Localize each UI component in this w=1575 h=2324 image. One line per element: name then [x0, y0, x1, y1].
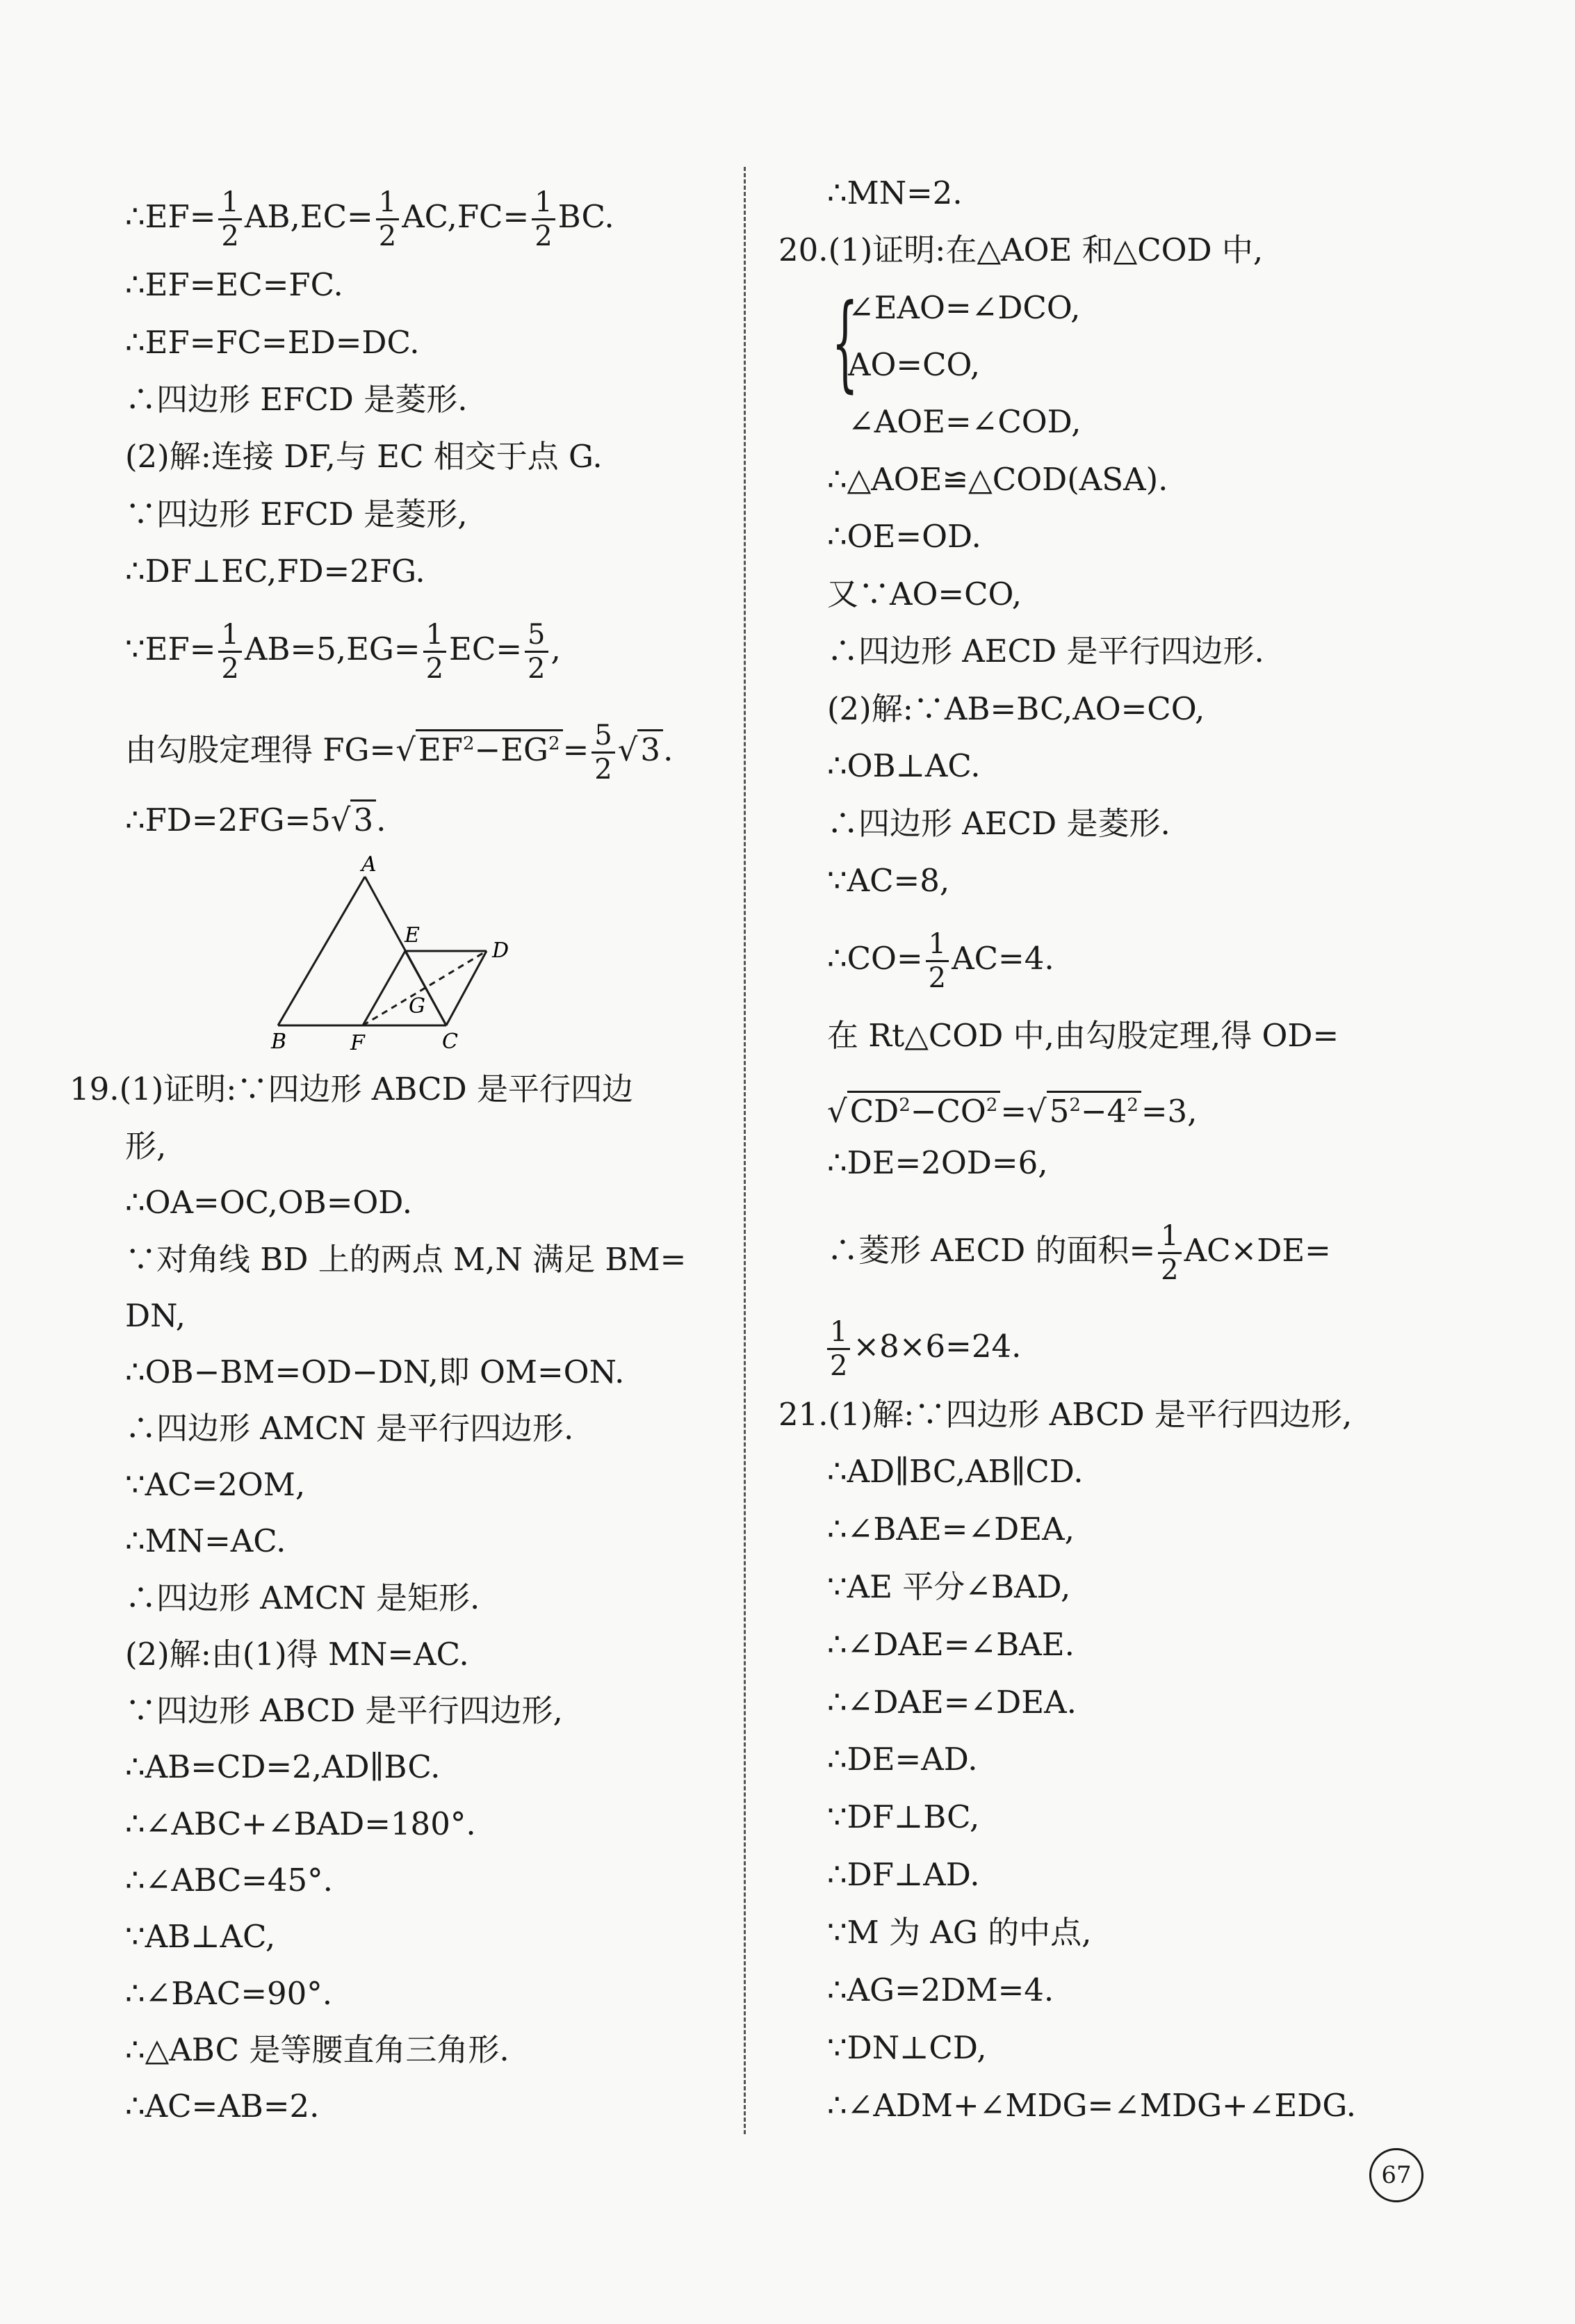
- label-F: F: [350, 1031, 365, 1053]
- line-q19l: ∵四边形 ABCD 是平行四边形,: [125, 1692, 563, 1729]
- line-r6: ∴△AOE≌△COD(ASA).: [827, 461, 1168, 498]
- line-l5: (2)解:连接 DF,与 EC 相交于点 G.: [125, 438, 603, 475]
- geometry-figure: [257, 852, 521, 1053]
- label-C: C: [442, 1030, 458, 1053]
- line-r12: ∴四边形 AECD 是菱形.: [827, 805, 1170, 842]
- line-q19b: 形,: [125, 1128, 167, 1164]
- line-q19q: ∴∠BAC=90°.: [125, 1975, 333, 2012]
- line-q19p: ∵AB⊥AC,: [125, 1918, 276, 1955]
- line-r5: ∠AOE=∠COD,: [848, 403, 1082, 440]
- line-q19j: ∴四边形 AMCN 是矩形.: [125, 1579, 480, 1616]
- label-A: A: [361, 852, 377, 877]
- line-r17: ∴DE=2OD=6,: [827, 1144, 1048, 1181]
- line-r19: $\frac{1}{2}$ ×8×6=24.: [827, 1316, 1021, 1382]
- line-q19r: ∴△ABC 是等腰直角三角形.: [125, 2031, 509, 2068]
- line-r21: ∴AD∥BC,AB∥CD.: [827, 1453, 1084, 1490]
- line-l8: ∵EF= $\frac{1}{2}$ AB=5,EG= $\frac{1}{2}$ EC= $\frac{5}{2}$ ,: [125, 619, 561, 685]
- line-r8: 又∵AO=CO,: [827, 576, 1022, 612]
- line-l10: ∴FD=2FG=5√3.: [125, 799, 386, 841]
- line-q19h: ∵AC=2OM,: [125, 1466, 306, 1503]
- line-r32: ∴∠ADM+∠MDG=∠MDG+∠EDG.: [827, 2087, 1357, 2124]
- line-r26: ∴DE=AD.: [827, 1741, 978, 1778]
- line-r11: ∴OB⊥AC.: [827, 747, 981, 784]
- line-q19e: DN,: [125, 1297, 186, 1334]
- line-q19k: (2)解:由(1)得 MN=AC.: [125, 1636, 469, 1673]
- line-q19d: ∵对角线 BD 上的两点 M,N 满足 BM=: [125, 1241, 687, 1278]
- segment-DC: [446, 951, 487, 1025]
- line-r9: ∴四边形 AECD 是平行四边形.: [827, 633, 1264, 669]
- line-q19n: ∴∠ABC+∠BAD=180°.: [125, 1805, 476, 1842]
- line-l7: ∴DF⊥EC,FD=2FG.: [125, 553, 425, 590]
- line-r3: ∠EAO=∠DCO,: [848, 289, 1081, 326]
- line-q19s: ∴AC=AB=2.: [125, 2088, 320, 2124]
- line-l4: ∴四边形 EFCD 是菱形.: [125, 381, 468, 418]
- line-r18: ∴菱形 AECD 的面积= $\frac{1}{2}$ AC×DE=: [827, 1220, 1331, 1286]
- segment-AB: [278, 877, 365, 1025]
- line-r22: ∴∠BAE=∠DEA,: [827, 1511, 1075, 1547]
- line-r27: ∵DF⊥BC,: [827, 1798, 980, 1835]
- line-r2: 20.(1)证明:在△AOE 和△COD 中,: [778, 231, 1264, 268]
- line-r25: ∴∠DAE=∠DEA.: [827, 1684, 1077, 1721]
- line-r29: ∵M 为 AG 的中点,: [827, 1914, 1092, 1951]
- line-r1: ∴MN=2.: [827, 174, 963, 211]
- line-l1: ∴EF= $\frac{1}{2}$ AB,EC= $\frac{1}{2}$ AC,FC= $\frac{1}{2}$ BC.: [125, 186, 614, 252]
- line-q19f: ∴OB−BM=OD−DN,即 OM=ON.: [125, 1354, 625, 1390]
- line-l9: 由勾股定理得 $FG=√EF^2-EG^2=$ $\frac{5}{2}$ √3.: [125, 720, 674, 786]
- label-G: G: [409, 994, 425, 1018]
- line-r15: 在 Rt△COD 中,由勾股定理,得 OD=: [827, 1017, 1339, 1054]
- line-q19o: ∴∠ABC=45°.: [125, 1862, 333, 1899]
- segment-EF: [363, 951, 405, 1025]
- system-brace: {: [831, 282, 858, 403]
- line-r10: (2)解:∵AB=BC,AO=CO,: [827, 690, 1205, 727]
- line-r28: ∴DF⊥AD.: [827, 1856, 980, 1893]
- line-r4: AO=CO,: [848, 346, 981, 383]
- line-l3: ∴EF=FC=ED=DC.: [125, 324, 420, 361]
- line-r24: ∴∠DAE=∠BAE.: [827, 1626, 1075, 1663]
- label-B: B: [271, 1030, 287, 1053]
- line-q19c: ∴OA=OC,OB=OD.: [125, 1184, 413, 1221]
- line-q19i: ∴MN=AC.: [125, 1522, 286, 1559]
- line-r23: ∵AE 平分∠BAD,: [827, 1568, 1071, 1605]
- line-r14: ∴CO= $\frac{1}{2}$ AC=4.: [827, 928, 1054, 994]
- column-divider: [744, 167, 746, 2134]
- label-D: D: [492, 938, 509, 963]
- page-number: 67: [1369, 2148, 1423, 2202]
- line-r20: 21.(1)解:∵四边形 ABCD 是平行四边形,: [778, 1396, 1353, 1433]
- label-E: E: [405, 923, 420, 948]
- line-r13: ∵AC=8,: [827, 862, 950, 899]
- line-r31: ∵DN⊥CD,: [827, 2029, 987, 2066]
- line-r16: $√CD^2-CO^2=√5^2-4^2=3$,: [827, 1084, 1197, 1132]
- line-q19m: ∴AB=CD=2,AD∥BC.: [125, 1748, 441, 1785]
- line-q19g: ∴四边形 AMCN 是平行四边形.: [125, 1410, 574, 1447]
- line-l6: ∵四边形 EFCD 是菱形,: [125, 496, 468, 533]
- line-l2: ∴EF=EC=FC.: [125, 266, 343, 303]
- line-q19a: 19.(1)证明:∵四边形 ABCD 是平行四边: [70, 1071, 633, 1107]
- line-r7: ∴OE=OD.: [827, 518, 981, 555]
- line-r30: ∴AG=2DM=4.: [827, 1972, 1054, 2008]
